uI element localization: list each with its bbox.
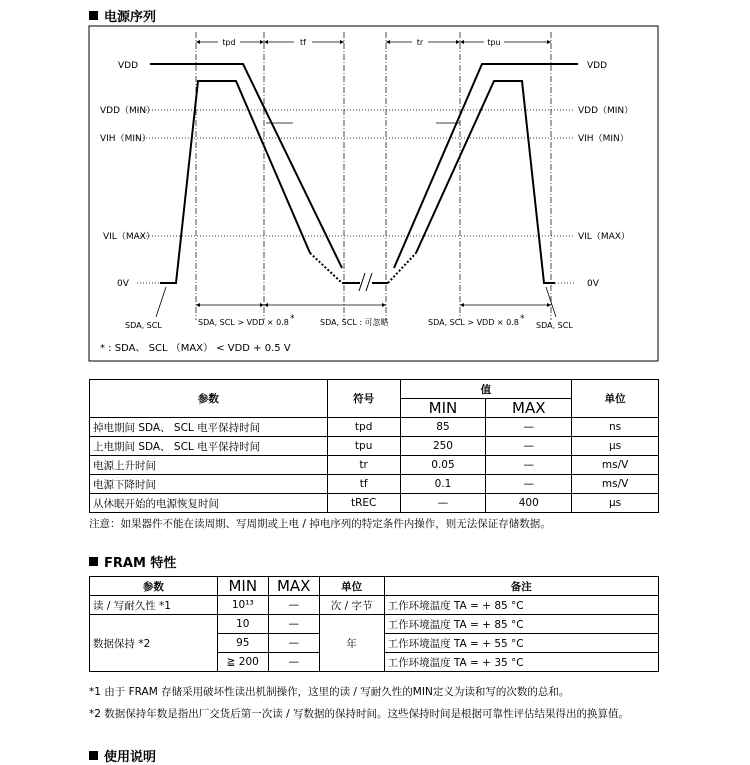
label-sda-scl-right: SDA, SCL [536, 321, 573, 330]
cell-min: — [400, 494, 486, 513]
cell-param: 电源上升时间 [90, 456, 328, 475]
cell-remark: 工作环境温度 TA = + 85 °C [384, 596, 658, 615]
cell-min: 0.05 [400, 456, 486, 475]
sda-scl-pointers [156, 287, 556, 317]
header-value: 值 [400, 380, 572, 399]
cell-min: 0.1 [400, 475, 486, 494]
label-sda-scl-left: SDA, SCL [125, 321, 162, 330]
signal-waveform-right [416, 81, 555, 283]
cell-symbol: tREC [327, 494, 400, 513]
power-sequence-diagram [0, 0, 750, 372]
cell-max: — [268, 653, 319, 672]
label-cond-vdd-left: SDA, SCL > VDD × 0.8 [198, 318, 289, 327]
cell-remark: 工作环境温度 TA = + 35 °C [384, 653, 658, 672]
level-lines [137, 110, 575, 283]
cell-max: 400 [486, 494, 572, 513]
cell-min: 95 [217, 634, 268, 653]
cell-max: — [486, 456, 572, 475]
asterisk-right: * [520, 314, 525, 324]
section-title-fram: FRAM 特性 [89, 552, 176, 571]
cell-remark: 工作环境温度 TA = + 55 °C [384, 634, 658, 653]
label-vdd-min-left: VDD（MIN） [100, 106, 156, 116]
cell-max: — [268, 634, 319, 653]
cell-min: 85 [400, 418, 486, 437]
cell-unit: 次 / 字节 [319, 596, 384, 615]
table-row [90, 596, 659, 615]
table-row [90, 615, 659, 634]
table-row [90, 418, 659, 437]
cell-min: 250 [400, 437, 486, 456]
table-row [90, 475, 659, 494]
table-row [90, 456, 659, 475]
section-title-usage: 使用说明 [89, 746, 156, 765]
cell-unit: µs [572, 437, 659, 456]
label-0v-left: 0V [117, 279, 129, 289]
cell-symbol: tr [327, 456, 400, 475]
header-max: MAX [486, 399, 572, 418]
square-bullet-icon [89, 751, 98, 760]
cell-max: — [486, 437, 572, 456]
cell-symbol: tpu [327, 437, 400, 456]
label-tpd: tpd [222, 38, 236, 47]
header-symbol: 符号 [327, 380, 400, 418]
cell-param-retention: 数据保持 *2 [90, 615, 218, 672]
timing-note: 注意：如果器件不能在读周期、写周期或上电 / 掉电序列的特定条件内操作，则无法保证存储数据。 [89, 518, 551, 530]
cell-min: 10¹³ [217, 596, 268, 615]
vdd-waveform-right [394, 64, 578, 268]
cell-param: 上电期间 SDA、 SCL 电平保持时间 [90, 437, 328, 456]
section-title-power: 电源序列 [89, 6, 156, 25]
cell-unit-retention: 年 [319, 615, 384, 672]
label-vdd-left: VDD [118, 61, 139, 71]
cell-max: — [268, 615, 319, 634]
cell-symbol: tpd [327, 418, 400, 437]
cell-unit: ms/V [572, 456, 659, 475]
diagram-footnote: * : SDA、 SCL （MAX） < VDD + 0.5 V [100, 343, 291, 354]
fram-header-remark: 备注 [384, 577, 658, 596]
square-bullet-icon [89, 557, 98, 566]
cell-param: 从休眠开始的电源恢复时间 [90, 494, 328, 513]
signal-waveform-right-dotted [388, 253, 416, 283]
label-tpu: tpu [487, 38, 501, 47]
label-0v-right: 0V [587, 279, 599, 289]
table-row [90, 494, 659, 513]
cell-unit: µs [572, 494, 659, 513]
label-vih-min-right: VIH（MIN） [578, 134, 629, 144]
fram-header-max: MAX [268, 577, 319, 596]
cell-param: 电源下降时间 [90, 475, 328, 494]
label-vil-max-right: VIL（MAX） [578, 232, 630, 242]
label-tr: tr [416, 38, 424, 47]
break-mark [359, 273, 372, 291]
header-param: 参数 [90, 380, 328, 418]
diagram-frame [89, 26, 658, 361]
label-vih-min-left: VIH（MIN） [100, 134, 151, 144]
cell-max: — [268, 596, 319, 615]
fram-header-min: MIN [217, 577, 268, 596]
signal-waveform-left [160, 81, 310, 283]
cell-min: ≧ 200 [217, 653, 268, 672]
header-unit: 单位 [572, 380, 659, 418]
cell-max: — [486, 475, 572, 494]
cell-param: 读 / 写耐久性 *1 [90, 596, 218, 615]
label-cond-vdd-right: SDA, SCL > VDD × 0.8 [428, 318, 519, 327]
label-vdd-min-right: VDD（MIN） [578, 106, 634, 116]
cell-max: — [486, 418, 572, 437]
cell-unit: ms/V [572, 475, 659, 494]
header-min: MIN [400, 399, 486, 418]
cell-min: 10 [217, 615, 268, 634]
label-vdd-right: VDD [587, 61, 608, 71]
fram-header-unit: 单位 [319, 577, 384, 596]
timing-table [89, 379, 659, 513]
cell-symbol: tf [327, 475, 400, 494]
cell-unit: ns [572, 418, 659, 437]
table-row [90, 437, 659, 456]
fram-note-2: *2 数据保持年数是指出厂交货后第一次读 / 写数据的保持时间。这些保持时间是根据可靠性评估结果得出的换算值。 [89, 708, 629, 720]
asterisk-left: * [290, 314, 295, 324]
fram-note-1: *1 由于 FRAM 存储采用破坏性读出机制操作，这里的读 / 写耐久性的MIN定义为读和写的次数的总和。 [89, 686, 570, 698]
vdd-waveform-left [150, 64, 342, 268]
label-tf: tf [300, 38, 306, 47]
fram-header-param: 参数 [90, 577, 218, 596]
cell-param: 掉电期间 SDA、 SCL 电平保持时间 [90, 418, 328, 437]
cell-remark: 工作环境温度 TA = + 85 °C [384, 615, 658, 634]
label-vil-max-left: VIL（MAX） [103, 232, 155, 242]
label-cond-ignore: SDA, SCL : 可忽略 [320, 318, 389, 327]
fram-table [89, 576, 659, 672]
